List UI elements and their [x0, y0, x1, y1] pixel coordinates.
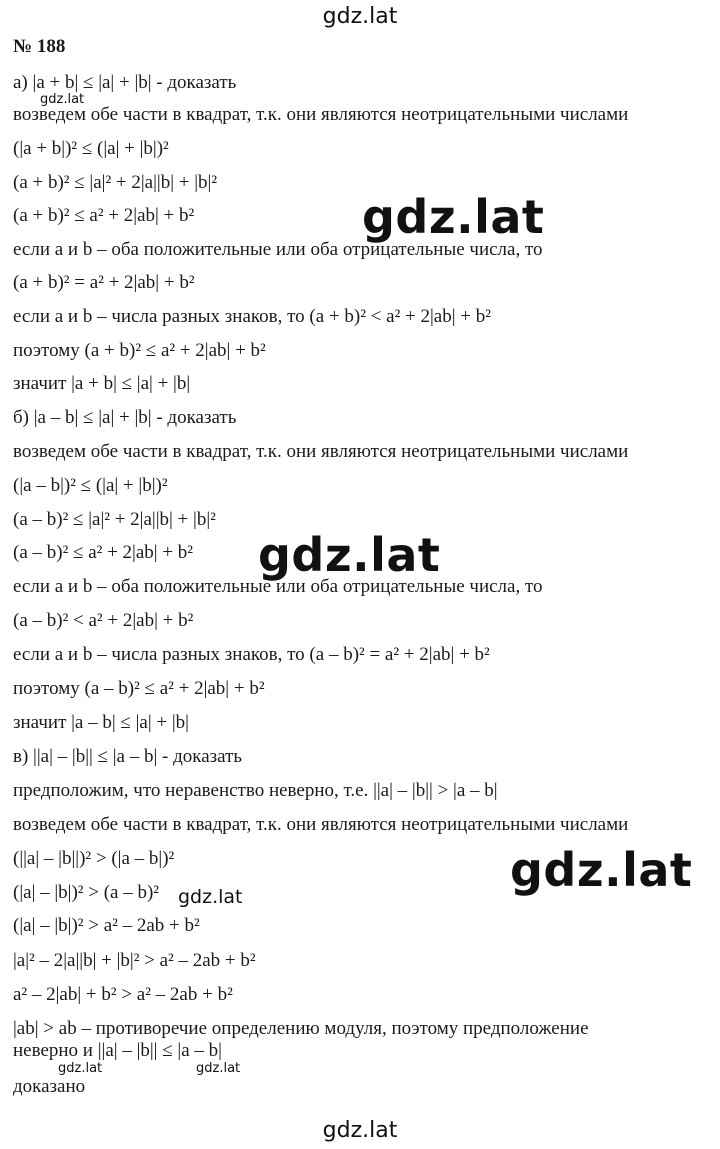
watermark-bottom: gdz.lat — [322, 1118, 398, 1143]
watermark-big: gdz.lat — [258, 528, 441, 582]
watermark-big: gdz.lat — [362, 190, 545, 244]
text-line: (a – b)² ≤ a² + 2|ab| + b² — [13, 542, 194, 563]
watermark-mid: gdz.lat — [178, 886, 243, 908]
text-line: возведем обе части в квадрат, т.к. они являются неотрицательными числами — [13, 814, 629, 835]
problem-number: № 188 — [13, 36, 66, 57]
text-line: поэтому (a – b)² ≤ a² + 2|ab| + b² — [13, 678, 265, 699]
text-line: (|a| – |b|)² > a² – 2ab + b² — [13, 915, 200, 936]
text-line: (a + b)² ≤ a² + 2|ab| + b² — [13, 205, 195, 226]
text-line: в) ||a| – |b|| ≤ |a – b| - доказать — [13, 746, 243, 767]
text-line: а) |a + b| ≤ |a| + |b| - доказать — [13, 72, 237, 93]
text-line: б) |a – b| ≤ |a| + |b| - доказать — [13, 407, 237, 428]
text-line: предположим, что неравенство неверно, т.е. ||a| – |b|| > |a – b| — [13, 780, 498, 801]
text-line: (a + b)² ≤ |a|² + 2|a||b| + |b|² — [13, 172, 218, 193]
text-line: возведем обе части в квадрат, т.к. они являются неотрицательными числами — [13, 441, 629, 462]
text-line: (a – b)² < a² + 2|ab| + b² — [13, 610, 194, 631]
text-line: (a + b)² = a² + 2|ab| + b² — [13, 272, 195, 293]
text-line: (|a – b|)² ≤ (|a| + |b|)² — [13, 475, 168, 496]
text-line: если a и b – оба положительные или оба отрицательные числа, то — [13, 239, 543, 260]
text-line: доказано — [13, 1076, 86, 1097]
text-line: (|a + b|)² ≤ (|a| + |b|)² — [13, 138, 169, 159]
text-line: |ab| > ab – противоречие определению модуля, поэтому предположение — [13, 1018, 589, 1039]
watermark-small: gdz.lat — [58, 1061, 103, 1076]
text-line: если a и b – числа разных знаков, то (a + b)² < a² + 2|ab| + b² — [13, 306, 491, 327]
text-line: неверно и ||a| – |b|| ≤ |a – b| — [13, 1040, 222, 1061]
text-line: значит |a – b| ≤ |a| + |b| — [13, 712, 189, 733]
text-line: a² – 2|ab| + b² > a² – 2ab + b² — [13, 984, 233, 1005]
text-line: если a и b – оба положительные или оба отрицательные числа, то — [13, 576, 543, 597]
text-line: (||a| – |b||)² > (|a – b|)² — [13, 848, 175, 869]
text-line: значит |a + b| ≤ |a| + |b| — [13, 373, 191, 394]
text-line: |a|² – 2|a||b| + |b|² > a² – 2ab + b² — [13, 950, 256, 971]
text-line: поэтому (a + b)² ≤ a² + 2|ab| + b² — [13, 340, 266, 361]
watermark-small: gdz.lat — [40, 92, 85, 107]
watermark-big: gdz.lat — [510, 843, 693, 897]
text-line: (a – b)² ≤ |a|² + 2|a||b| + |b|² — [13, 509, 216, 530]
text-line: если a и b – числа разных знаков, то (a – b)² = a² + 2|ab| + b² — [13, 644, 490, 665]
watermark-top: gdz.lat — [322, 4, 398, 29]
text-line: возведем обе части в квадрат, т.к. они являются неотрицательными числами — [13, 104, 629, 125]
text-line: (|a| – |b|)² > (a – b)² — [13, 882, 159, 903]
watermark-small: gdz.lat — [196, 1061, 241, 1076]
